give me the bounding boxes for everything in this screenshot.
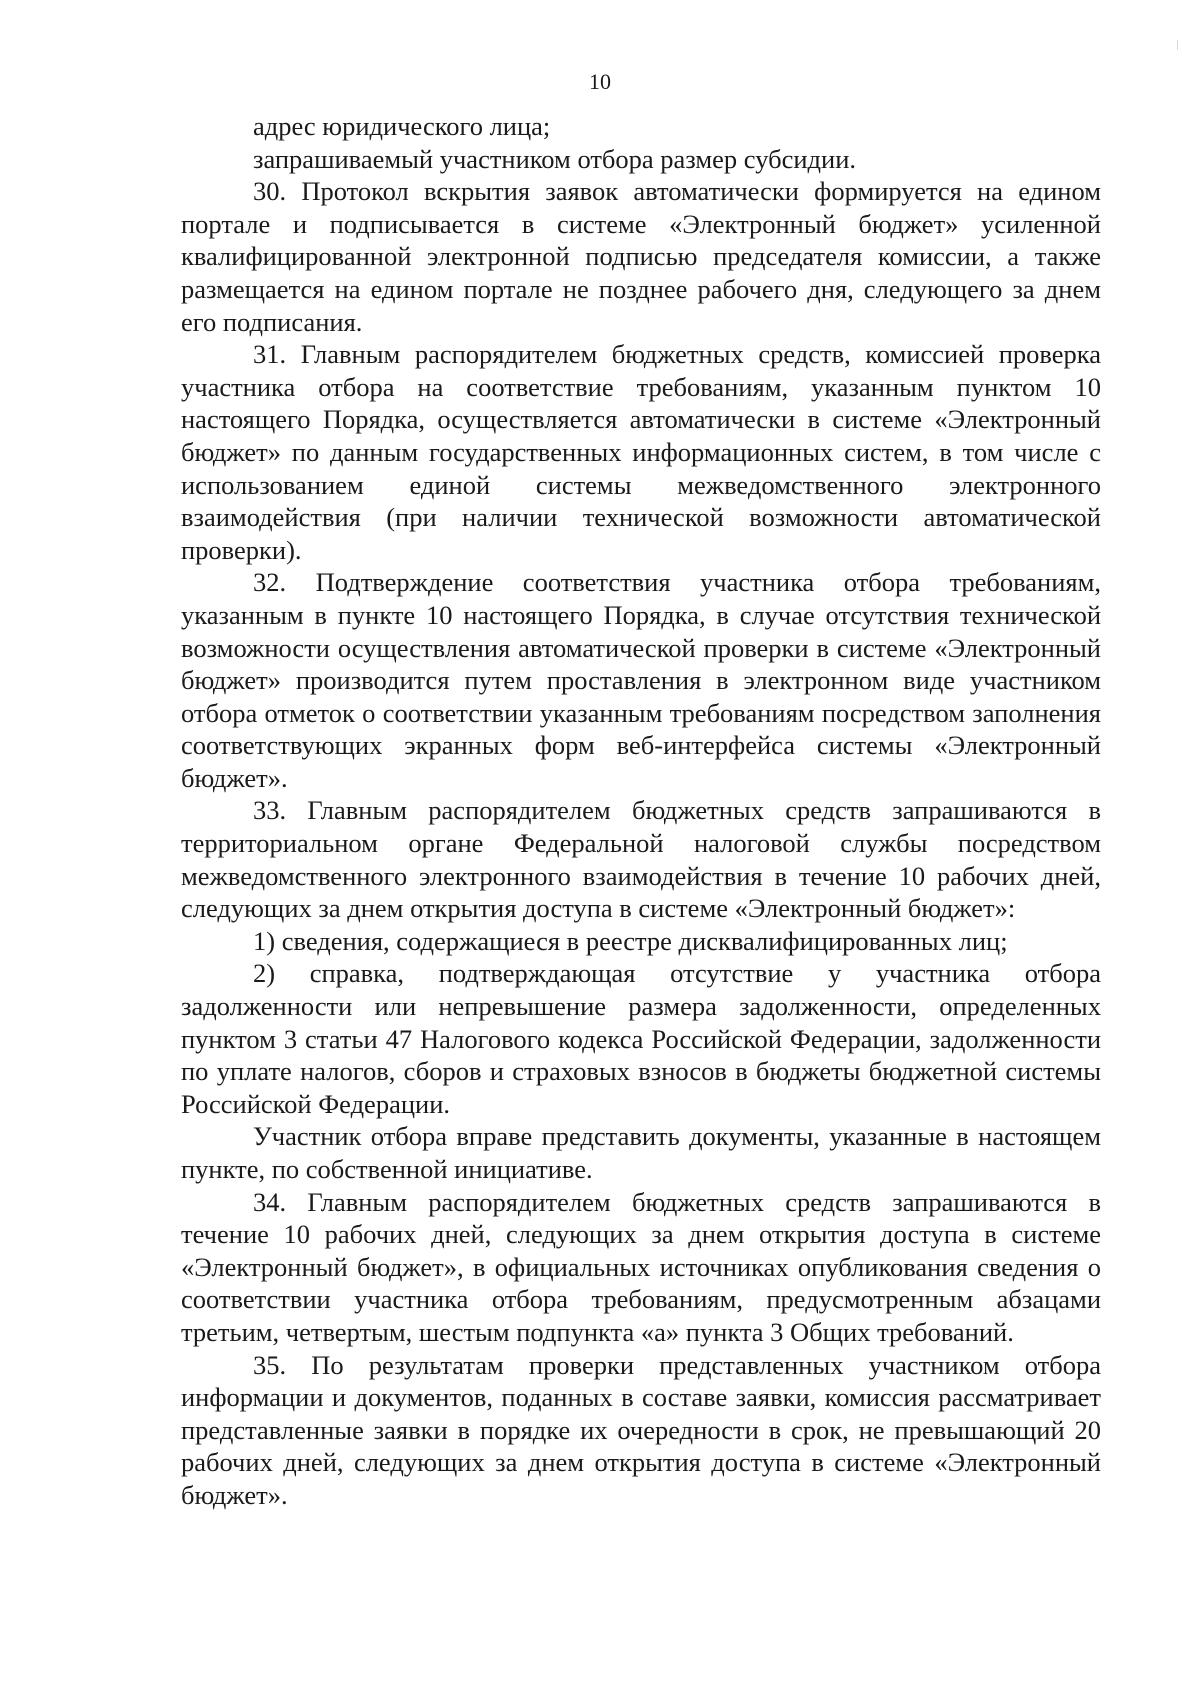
document-body — [181, 110, 1101, 1512]
paragraph-35: 35. По результатам проверки представленных участником отбора информации и документов, поданных в составе заявки, комиссия рассматривает представленные заявки в порядке их очередности в срок, не превышающий 20 рабочих дней, следующих за днем открытия доступа в системе «Электронный бюджет». — [181, 1349, 1101, 1510]
paragraph-30: 30. Протокол вскрытия заявок автоматически формируется на едином портале и подписывается в системе «Электронный бюджет» усиленной квалифицированной электронной подписью председателя комиссии, а также размещается на едином портале не позднее рабочего дня, следующего за днем его подписания. — [181, 176, 1101, 337]
paragraph-legal-address: адрес юридического лица; — [253, 111, 551, 141]
scan-artifact — [1177, 40, 1178, 50]
paragraph-33: 33. Главным распорядителем бюджетных средств запрашиваются в территориальном органе Федеральной налоговой службы посредством межведомственного электронного взаимодействия в течение 10 рабочих дней, следующих за днем открытия доступа в системе «Электронный бюджет»: — [181, 795, 1101, 924]
paragraph-32: 32. Подтверждение соответствия участника отбора требованиям, указанным в пункте 10 настоящего Порядка, в случае отсутствия технической возможности осуществления автоматической проверки в системе «Электронный бюджет» производится путем проставления в электронном виде участником отбора отметок о соответствии указанным требованиям посредством заполнения соответствующих экранных форм веб-интерфейса системы «Электронный бюджет». — [181, 567, 1101, 793]
page-number: 10 — [589, 69, 611, 94]
paragraph-33-note: Участник отбора вправе представить документы, указанные в настоящем пункте, по собственной инициативе. — [181, 1121, 1101, 1184]
paragraph-33-item-1: 1) сведения, содержащиеся в реестре дисквалифицированных лиц; — [253, 925, 1008, 956]
paragraph-31: 31. Главным распорядителем бюджетных средств, комиссией проверка участника отбора на соответствие требованиям, указанным пунктом 10 настоящего Порядка, осуществляется автоматически в системе «Электронный бюджет» по данным государственных информационных систем, в том числе с использованием единой системы межведомственного электронного взаимодействия (при наличии технической возможности автоматической проверки). — [181, 339, 1101, 565]
paragraph-subsidy-amount: запрашиваемый участником отбора размер субсидии. — [253, 143, 857, 174]
paragraph-34: 34. Главным распорядителем бюджетных средств запрашиваются в течение 10 рабочих дней, следующих за днем открытия доступа в системе «Электронный бюджет», в официальных источниках опубликования сведения о соответствии участника отбора требованиям, предусмотренным абзацами третьим, четвертым, шестым подпункта «а» пункта 3 Общих требований. — [181, 1186, 1101, 1347]
paragraph-33-item-2: 2) справка, подтверждающая отсутствие у участника отбора задолженности или непревышение размера задолженности, определенных пунктом 3 статьи 47 Налогового кодекса Российской Федерации, задолженности по уплате налогов, сборов и страховых взносов в бюджеты бюджетной системы Российской Федерации. — [181, 958, 1101, 1119]
